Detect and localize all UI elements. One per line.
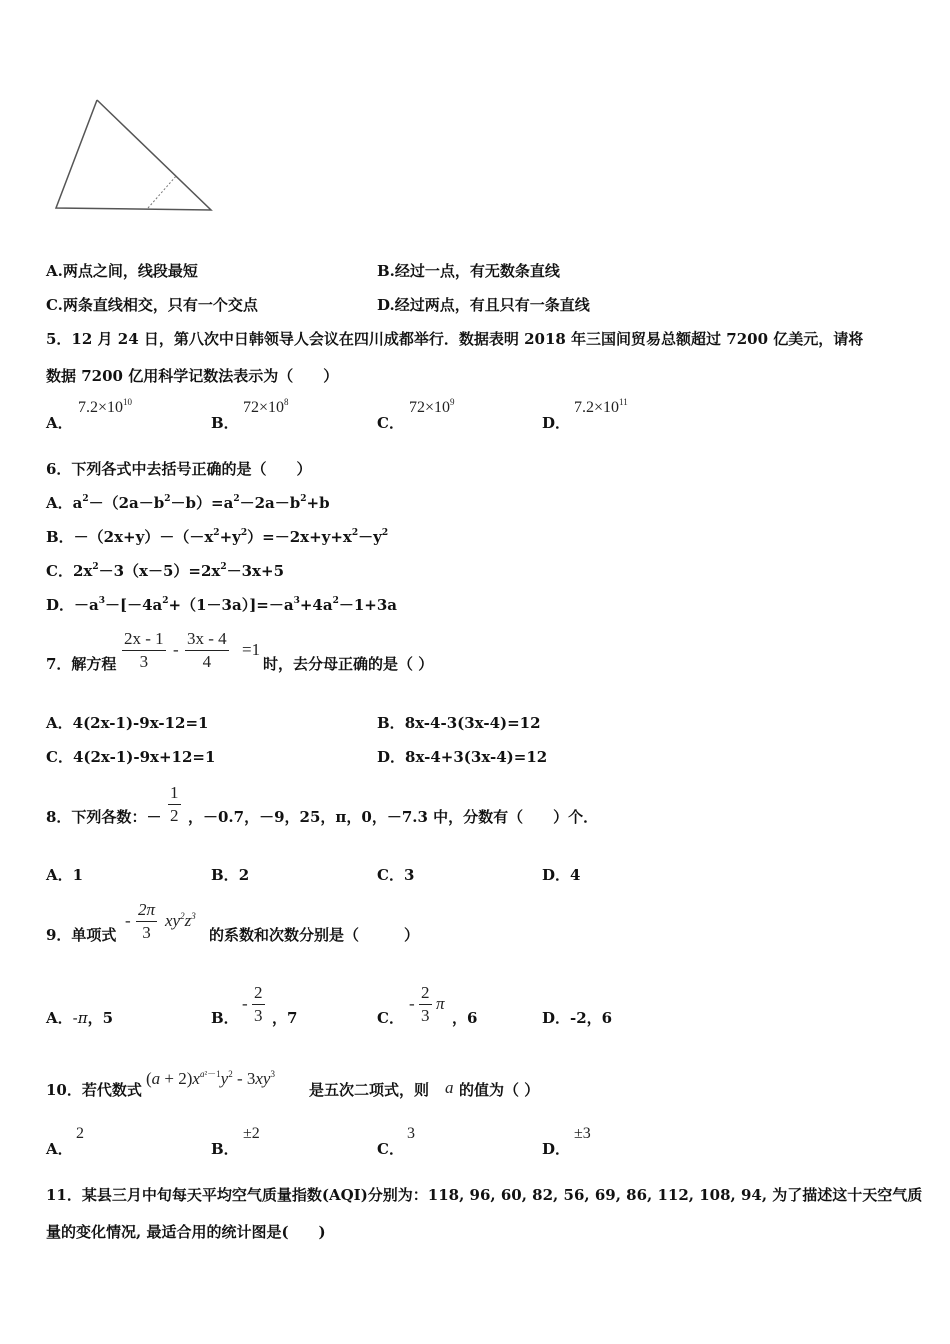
q5-option-d-expr: $7.2\times 10^{11}$ bbox=[574, 397, 628, 416]
q8-option-d: D．4 bbox=[542, 866, 581, 884]
q10-suffix1: 是五次二项式，则 bbox=[309, 1081, 430, 1099]
q5-option-b-expr: $72\times 10^8$ bbox=[243, 397, 289, 416]
q4-option-c: C.两条直线相交，只有一个交点 bbox=[46, 296, 258, 314]
q9-option-c-pi: π bbox=[436, 994, 445, 1013]
q5-option-d-letter: D． bbox=[542, 414, 571, 432]
triangle-figure bbox=[50, 95, 220, 215]
q8-option-b: B．2 bbox=[211, 866, 250, 884]
q9-option-b-fraction: $\frac{2}{3}$ bbox=[254, 983, 263, 1025]
q8-suffix: ，－0.7，－9，25，π，0，－7.3 中，分数有（ ）个． bbox=[188, 808, 599, 826]
q10-option-b-value: ±2 bbox=[243, 1125, 260, 1142]
q4-option-a: A.两点之间，线段最短 bbox=[46, 262, 198, 280]
q8-option-a: A．1 bbox=[46, 866, 84, 884]
q7-equals: =1 bbox=[242, 640, 261, 659]
q10-option-c-letter: C． bbox=[377, 1140, 404, 1158]
q5-option-c-expr: $72\times 10^9$ bbox=[409, 397, 455, 416]
q5-option-a-expr: $7.2\times 10^{10}$ bbox=[78, 397, 133, 416]
q9-prefix: 9．单项式 bbox=[46, 926, 117, 944]
q6-option-b: B．$-(2x+y)-(-x^2+y^2)=-2x+y+x^2-y^2$ bbox=[46, 528, 389, 546]
q7-fraction-1: $\frac{2x - 1}{3}$ bbox=[124, 629, 164, 671]
q9-option-c-text: ，6 bbox=[452, 1009, 478, 1027]
q5-option-a-letter: A． bbox=[46, 414, 73, 432]
dotted-segment bbox=[148, 175, 177, 208]
q7-minus: - bbox=[173, 640, 179, 659]
q10-suffix2: 的值为（ ） bbox=[459, 1081, 540, 1099]
q10-variable-a: a bbox=[445, 1078, 454, 1097]
q7-option-c: C．4(2x-1)-9x+12=1 bbox=[46, 748, 216, 766]
q10-option-a-value: 2 bbox=[76, 1125, 84, 1142]
q9-option-b-text: ，7 bbox=[272, 1009, 298, 1027]
q10-option-d-letter: D． bbox=[542, 1140, 571, 1158]
q5-stem-line2: 数据 7200 亿用科学记数法表示为（ ） bbox=[46, 367, 339, 385]
q9-option-c-letter: C． bbox=[377, 1009, 404, 1027]
triangle-outline bbox=[56, 100, 211, 210]
q6-stem: 6．下列各式中去括号正确的是（ ） bbox=[46, 460, 312, 478]
q9-option-a: A．-π，5 bbox=[46, 1009, 114, 1027]
q5-option-b-letter: B． bbox=[211, 414, 239, 432]
q10-expression: $(a + 2)x^{a^2-1}y^2 - 3xy^3$ bbox=[146, 1069, 275, 1088]
q9-option-b-letter: B． bbox=[211, 1009, 239, 1027]
q9-fraction: $\frac{2\pi}{3}$ bbox=[138, 900, 156, 942]
q5-option-c-letter: C． bbox=[377, 414, 404, 432]
q9-option-b-minus: - bbox=[242, 994, 248, 1013]
q6-option-d: D．$-a^3-[-4a^2+(1-3a)]=-a^3+4a^2-1+3a$ bbox=[46, 596, 398, 614]
q9-suffix: 的系数和次数分别是（ ） bbox=[209, 926, 420, 944]
q9-minus: - bbox=[125, 911, 131, 930]
q9-option-c-fraction: $\frac{2}{3}$ bbox=[421, 983, 430, 1025]
q7-option-b: B．8x-4-3(3x-4)=12 bbox=[377, 714, 541, 732]
q7-suffix: 时，去分母正确的是（ ） bbox=[263, 655, 434, 673]
q9-variables: $xy^2z^3$ bbox=[165, 911, 196, 930]
q7-fraction-2: $\frac{3x - 4}{4}$ bbox=[187, 629, 227, 671]
q6-option-a: A．$a^2-(2a-b^2-b)=a^2-2a-b^2+b$ bbox=[46, 494, 330, 512]
q5-stem-line1: 5．12 月 24 日，第八次中日韩领导人会议在四川成都举行．数据表明 2018 年三国间贸易总额超过 7200 亿美元，请将 bbox=[46, 330, 864, 348]
q7-prefix: 7．解方程 bbox=[46, 655, 117, 673]
q11-stem-line2: 量的变化情况, 最适合用的统计图是( ) bbox=[46, 1223, 326, 1241]
q9-option-d: D．-2，6 bbox=[542, 1009, 613, 1027]
q8-option-c: C．3 bbox=[377, 866, 415, 884]
q10-option-b-letter: B． bbox=[211, 1140, 239, 1158]
q10-option-c-value: 3 bbox=[407, 1125, 415, 1142]
q8-prefix: 8．下列各数：－ bbox=[46, 808, 162, 826]
q6-option-c: C．$2x^2-3(x-5)=2x^2-3x+5$ bbox=[46, 562, 285, 580]
q7-option-a: A．4(2x-1)-9x-12=1 bbox=[46, 714, 209, 732]
q9-option-c-minus: - bbox=[409, 994, 415, 1013]
q4-option-d: D.经过两点，有且只有一条直线 bbox=[377, 296, 590, 314]
q10-option-a-letter: A． bbox=[46, 1140, 73, 1158]
q4-option-b: B.经过一点，有无数条直线 bbox=[377, 262, 560, 280]
q7-option-d: D．8x-4+3(3x-4)=12 bbox=[377, 748, 548, 766]
q11-stem-line1: 11．某县三月中旬每天平均空气质量指数(AQI)分别为：118, 96, 60, 82, 56, 69, 86, 112, 108, 94, 为了描述这十天空气质 bbox=[46, 1186, 923, 1204]
q8-fraction: $\frac{1}{2}$ bbox=[170, 783, 179, 825]
q10-prefix: 10．若代数式 bbox=[46, 1081, 142, 1099]
q10-option-d-value: ±3 bbox=[574, 1125, 591, 1142]
